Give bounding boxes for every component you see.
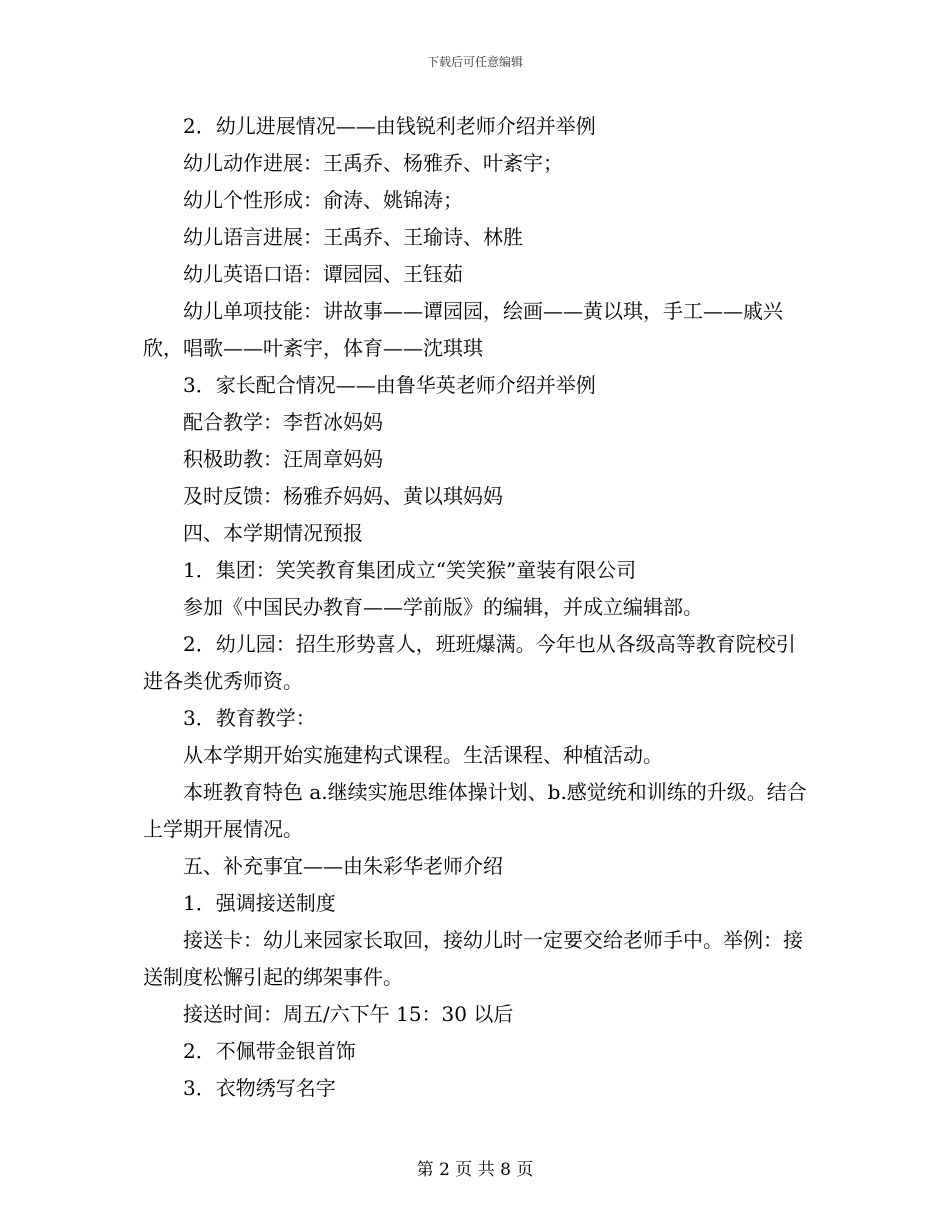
paragraph-personality: 幼儿个性形成：俞涛、姚锦涛； [183,188,463,212]
paragraph-teaching: 配合教学：李哲冰妈妈 [183,410,383,434]
paragraph-curriculum: 从本学期开始实施建构式课程。生活课程、种植活动。 [183,743,663,767]
document-body [143,108,813,1107]
paragraph-motor: 幼儿动作进展：王禹乔、杨雅乔、叶紊宇； [183,151,563,175]
paragraph-parents-heading: 3．家长配合情况——由鲁华英老师介绍并举例 [183,373,596,397]
paragraph-class-features: 本班教育特色 a.继续实施思维体操计划、b.感觉统和训练的升级。结合上学期开展情况。 [143,780,807,841]
paragraph-kindergarten: 2．幼儿园：招生形势喜人，班班爆满。今年也从各级高等教育院校引进各类优秀师资。 [143,632,796,693]
paragraph-feedback: 及时反馈：杨雅乔妈妈、黄以琪妈妈 [183,484,503,508]
paragraph-group: 1．集团：笑笑教育集团成立“笑笑猴”童装有限公司 [183,558,637,582]
paragraph-clothing: 3．衣物绣写名字 [183,1076,336,1100]
section-heading-supplement: 五、补充事宜——由朱彩华老师介绍 [183,854,503,878]
paragraph-pickup-heading: 1．强调接送制度 [183,891,336,915]
paragraph-pickup-time: 接送时间：周五/六下午 15：30 以后 [183,1002,514,1026]
paragraph-education-heading: 3．教育教学： [183,706,316,730]
paragraph-jewelry: 2．不佩带金银首饰 [183,1039,356,1063]
paragraph-editing: 参加《中国民办教育——学前版》的编辑，并成立编辑部。 [183,595,703,619]
paragraph-english: 幼儿英语口语：谭园园、王钰茹 [183,262,463,286]
paragraph-assist: 积极助教：汪周章妈妈 [183,447,383,471]
paragraph-progress-heading: 2．幼儿进展情况——由钱锐利老师介绍并举例 [183,114,596,138]
paragraph-language: 幼儿语言进展：王禹乔、王瑜诗、林胜 [183,225,523,249]
page-header: 下载后可任意编辑 [426,55,523,69]
paragraph-skills: 幼儿单项技能：讲故事——谭园园，绘画——黄以琪，手工——戚兴欣，唱歌——叶紊宇，体育——沈琪琪 [143,299,783,360]
section-heading-forecast: 四、本学期情况预报 [183,521,363,545]
page-footer: 第 2 页 共 8 页 [416,1160,534,1180]
paragraph-pickup-card: 接送卡：幼儿来园家长取回，接幼儿时一定要交给老师手中。举例：接送制度松懈引起的绑架事件。 [143,928,803,989]
